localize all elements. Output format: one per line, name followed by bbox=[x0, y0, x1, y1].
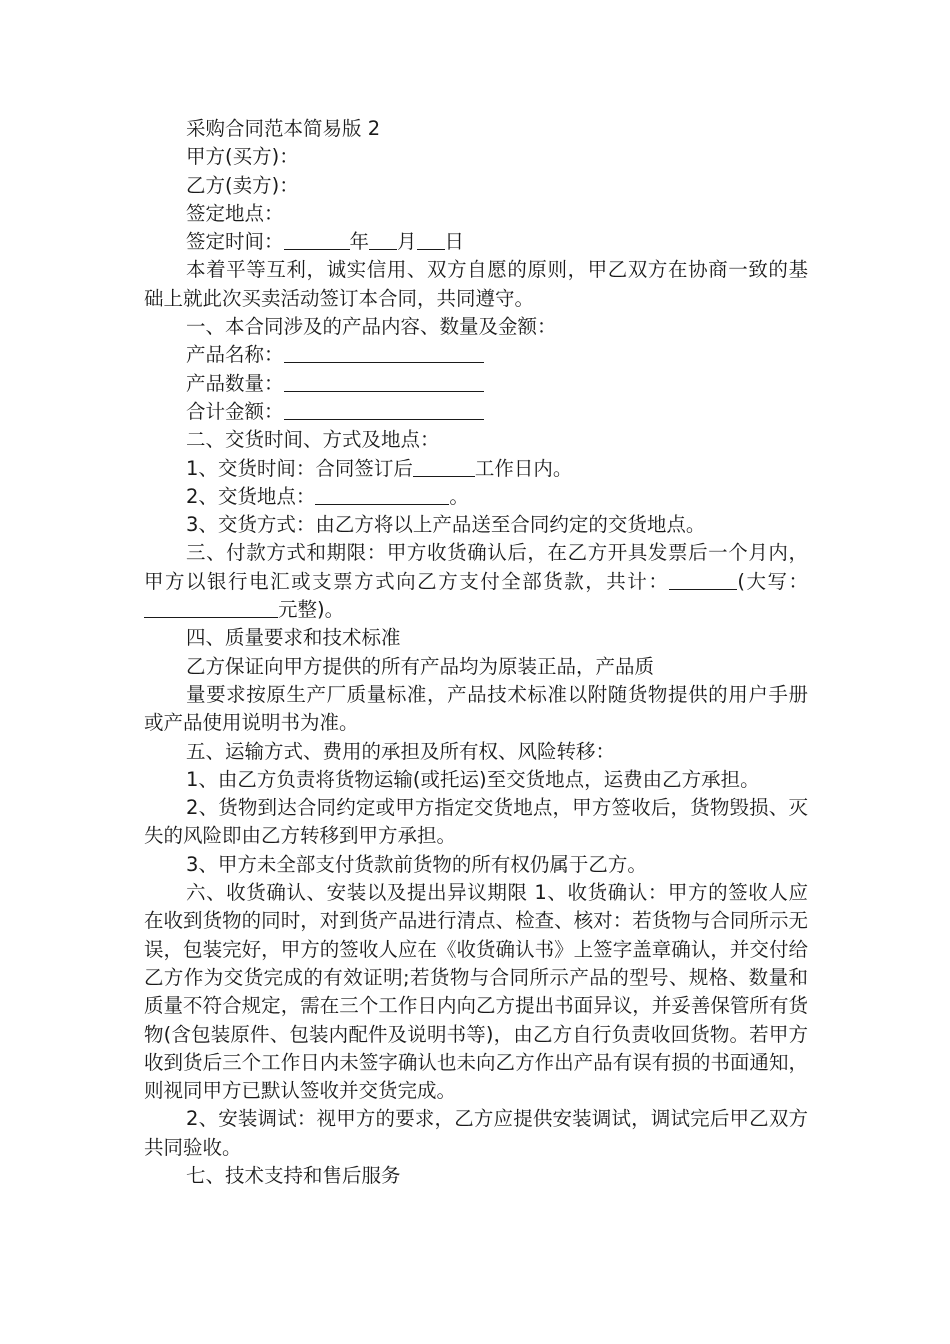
delivery-days-blank bbox=[413, 456, 475, 477]
quality-paragraph-2: 量要求按原生产厂质量标准，产品技术标准以附随货物提供的用户手册或产品使用说明书为准。 bbox=[144, 682, 808, 735]
document-title: 采购合同范本简易版 2 bbox=[186, 117, 381, 140]
total-amount-label: 合计金额： bbox=[186, 399, 284, 423]
product-qty-blank bbox=[284, 371, 484, 392]
total-amount-line bbox=[144, 398, 808, 426]
delivery-method-line: 3、交货方式：由乙方将以上产品送至合同约定的交货地点。 bbox=[186, 513, 706, 537]
delivery-time-text-a: 1、交货时间：合同签订后 bbox=[186, 456, 413, 480]
delivery-place-blank bbox=[315, 484, 449, 505]
section-2-title: 二、交货时间、方式及地点： bbox=[186, 428, 440, 452]
year-blank bbox=[284, 229, 350, 250]
product-name-line bbox=[144, 341, 808, 369]
preamble: 本着平等互利，诚实信用、双方自愿的原则，甲乙双方在协商一致的基础上就此次买卖活动签订本合同，共同遵守。 bbox=[144, 258, 808, 310]
product-qty-line bbox=[144, 370, 808, 398]
party-a-label: 甲方(买方)： bbox=[186, 145, 299, 169]
payment-total-blank-cont bbox=[727, 569, 737, 590]
delivery-place-text-b: 。 bbox=[449, 484, 469, 508]
contract-document bbox=[144, 115, 808, 1190]
year-label: 年 bbox=[349, 230, 370, 254]
payment-total-blank bbox=[669, 569, 727, 590]
sign-place-label: 签定地点： bbox=[186, 201, 284, 225]
section-1-title: 一、本合同涉及的产品内容、数量及金额： bbox=[186, 315, 557, 339]
month-blank bbox=[369, 229, 397, 250]
sign-time-label: 签定时间： bbox=[186, 230, 284, 254]
delivery-place-text-a: 2、交货地点： bbox=[186, 484, 316, 508]
payment-text-a: 三、付款方式和期限：甲方收货确认后，在乙方开具发票后一个月内，甲方以银行电汇或支票方式向乙方支付全部货款，共计： bbox=[144, 541, 808, 593]
day-label: 日 bbox=[444, 230, 465, 254]
party-b-label: 乙方(卖方)： bbox=[186, 173, 299, 197]
quality-paragraph-1: 乙方保证向甲方提供的所有产品均为原装正品，产品质 bbox=[186, 654, 655, 678]
transport-item-3: 3、甲方未全部支付货款前货物的所有权仍属于乙方。 bbox=[186, 852, 647, 876]
transport-item-1: 1、由乙方负责将货物运输(或托运)至交货地点，运费由乙方承担。 bbox=[186, 767, 760, 791]
month-label: 月 bbox=[397, 230, 417, 254]
section-7-title: 七、技术支持和售后服务 bbox=[186, 1163, 401, 1187]
product-name-label: 产品名称： bbox=[186, 343, 284, 367]
delivery-place-line bbox=[144, 483, 808, 511]
payment-text-c: 元整)。 bbox=[278, 598, 345, 622]
product-qty-label: 产品数量： bbox=[186, 371, 284, 395]
product-name-blank bbox=[284, 342, 484, 363]
payment-text-b: (大写： bbox=[737, 569, 808, 593]
section-4-title: 四、质量要求和技术标准 bbox=[186, 626, 401, 650]
delivery-time-line bbox=[144, 455, 808, 483]
section-5-title: 五、运输方式、费用的承担及所有权、风险转移： bbox=[186, 739, 616, 763]
section-6-paragraph: 六、收货确认、安装以及提出异议期限 1、收货确认：甲方的签收人应在收到货物的同时，对到货产品进行清点、检查、核对：若货物与合同所示无误，包装完好，甲方的签收人应在《收货确认书》上签字盖章确认，并交付给乙方作为交货完成的有效证明;若货物与合同所示产品的型号、规格、数量和质量不符合规定，需在三个工作日内向乙方提出书面异议，并妥善保管所有货物(含包装原件、包装内配件及说明书等)，由乙方自行负责收回货物。若甲方收到货后三个工作日内未签字确认也未向乙方作出产品有误有损的书面通知，则视同甲方已默认签收并交货完成。 bbox=[144, 881, 808, 1103]
day-blank bbox=[417, 229, 445, 250]
payment-words-blank bbox=[144, 597, 278, 618]
sign-time-line bbox=[144, 228, 808, 256]
section-3-payment bbox=[144, 539, 808, 624]
installation-paragraph: 2、安装调试：视甲方的要求，乙方应提供安装调试，调试完后甲乙双方共同验收。 bbox=[144, 1107, 808, 1159]
delivery-time-text-b: 工作日内。 bbox=[474, 456, 573, 480]
total-amount-blank bbox=[284, 399, 484, 420]
transport-item-2: 2、货物到达合同约定或甲方指定交货地点，甲方签收后，货物毁损、灭失的风险即由乙方转移到甲方承担。 bbox=[144, 796, 808, 848]
